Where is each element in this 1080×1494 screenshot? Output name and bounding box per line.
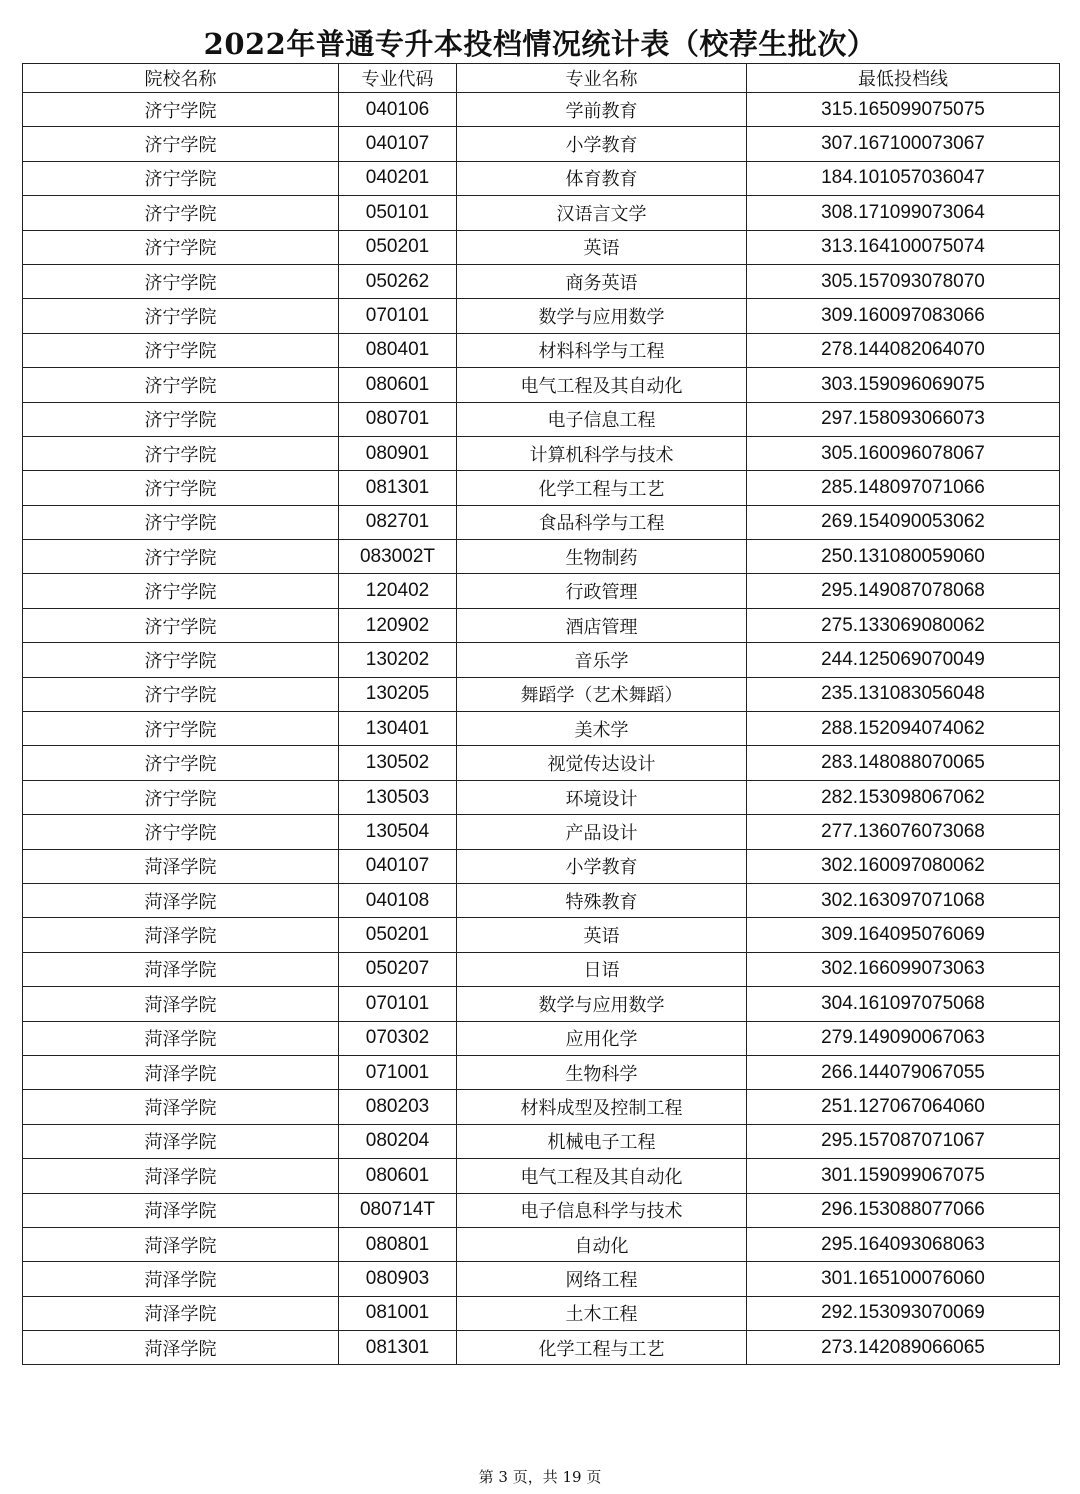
column-header-score: 最低投档线: [747, 64, 1060, 93]
cell-code: 080601: [339, 1159, 457, 1193]
cell-code: 081001: [339, 1296, 457, 1330]
cell-major: 电子信息工程: [457, 402, 747, 436]
table-row: [23, 574, 1060, 608]
cell-major: 材料科学与工程: [457, 333, 747, 367]
cell-score: 282.153098067062: [747, 780, 1060, 814]
table-header-row: [23, 64, 1060, 93]
table-row: [23, 471, 1060, 505]
cell-score: 250.131080059060: [747, 540, 1060, 574]
cell-school: 菏泽学院: [23, 1124, 339, 1158]
cell-major: 生物科学: [457, 1055, 747, 1089]
cell-major: 视觉传达设计: [457, 746, 747, 780]
cell-code: 080714T: [339, 1193, 457, 1227]
column-header-major: 专业名称: [457, 64, 747, 93]
cell-major: 电气工程及其自动化: [457, 1159, 747, 1193]
cell-school: 菏泽学院: [23, 987, 339, 1021]
cell-school: 菏泽学院: [23, 1331, 339, 1365]
cell-school: 济宁学院: [23, 540, 339, 574]
cell-code: 081301: [339, 471, 457, 505]
cell-code: 070101: [339, 299, 457, 333]
table-row: [23, 643, 1060, 677]
cell-code: 080204: [339, 1124, 457, 1158]
table-row: [23, 93, 1060, 127]
score-table: [22, 63, 1060, 1365]
cell-code: 050201: [339, 230, 457, 264]
table-row: [23, 540, 1060, 574]
cell-school: 济宁学院: [23, 264, 339, 298]
cell-major: 音乐学: [457, 643, 747, 677]
cell-score: 279.149090067063: [747, 1021, 1060, 1055]
page-title: 2022年普通专升本投档情况统计表（校荐生批次）: [203, 27, 877, 61]
cell-score: 302.160097080062: [747, 849, 1060, 883]
cell-code: 040107: [339, 127, 457, 161]
cell-score: 305.157093078070: [747, 264, 1060, 298]
cell-major: 环境设计: [457, 780, 747, 814]
cell-school: 济宁学院: [23, 196, 339, 230]
cell-major: 英语: [457, 230, 747, 264]
table-row: [23, 299, 1060, 333]
cell-major: 食品科学与工程: [457, 505, 747, 539]
table-row: [23, 1124, 1060, 1158]
cell-school: 济宁学院: [23, 471, 339, 505]
cell-school: 济宁学院: [23, 368, 339, 402]
cell-school: 菏泽学院: [23, 1296, 339, 1330]
cell-major: 化学工程与工艺: [457, 1331, 747, 1365]
cell-school: 济宁学院: [23, 574, 339, 608]
cell-code: 070302: [339, 1021, 457, 1055]
column-header-school: 院校名称: [23, 64, 339, 93]
table-row: [23, 1090, 1060, 1124]
cell-score: 295.157087071067: [747, 1124, 1060, 1158]
cell-major: 电子信息科学与技术: [457, 1193, 747, 1227]
table-row: [23, 230, 1060, 264]
cell-code: 130401: [339, 712, 457, 746]
cell-code: 050101: [339, 196, 457, 230]
cell-code: 040201: [339, 161, 457, 195]
cell-code: 080401: [339, 333, 457, 367]
cell-major: 数学与应用数学: [457, 987, 747, 1021]
cell-score: 266.144079067055: [747, 1055, 1060, 1089]
cell-major: 应用化学: [457, 1021, 747, 1055]
cell-score: 313.164100075074: [747, 230, 1060, 264]
cell-score: 288.152094074062: [747, 712, 1060, 746]
cell-score: 283.148088070065: [747, 746, 1060, 780]
cell-school: 菏泽学院: [23, 1193, 339, 1227]
cell-score: 315.165099075075: [747, 93, 1060, 127]
cell-major: 商务英语: [457, 264, 747, 298]
cell-major: 特殊教育: [457, 883, 747, 917]
cell-major: 酒店管理: [457, 608, 747, 642]
table-row: [23, 1262, 1060, 1296]
cell-code: 130504: [339, 815, 457, 849]
cell-school: 济宁学院: [23, 712, 339, 746]
table-row: [23, 677, 1060, 711]
cell-code: 082701: [339, 505, 457, 539]
cell-score: 275.133069080062: [747, 608, 1060, 642]
cell-code: 120902: [339, 608, 457, 642]
table-row: [23, 1331, 1060, 1365]
table-row: [23, 746, 1060, 780]
cell-major: 材料成型及控制工程: [457, 1090, 747, 1124]
cell-school: 菏泽学院: [23, 1055, 339, 1089]
cell-code: 040107: [339, 849, 457, 883]
cell-code: 080701: [339, 402, 457, 436]
cell-code: 080801: [339, 1227, 457, 1261]
table-row: [23, 1227, 1060, 1261]
cell-school: 济宁学院: [23, 677, 339, 711]
cell-score: 244.125069070049: [747, 643, 1060, 677]
cell-major: 体育教育: [457, 161, 747, 195]
cell-score: 296.153088077066: [747, 1193, 1060, 1227]
cell-major: 学前教育: [457, 93, 747, 127]
cell-major: 数学与应用数学: [457, 299, 747, 333]
table-row: [23, 1193, 1060, 1227]
cell-school: 菏泽学院: [23, 918, 339, 952]
cell-major: 汉语言文学: [457, 196, 747, 230]
cell-score: 277.136076073068: [747, 815, 1060, 849]
cell-school: 菏泽学院: [23, 1262, 339, 1296]
cell-score: 292.153093070069: [747, 1296, 1060, 1330]
column-header-code: 专业代码: [339, 64, 457, 93]
cell-major: 计算机科学与技术: [457, 436, 747, 470]
table-row: [23, 264, 1060, 298]
cell-code: 081301: [339, 1331, 457, 1365]
cell-score: 303.159096069075: [747, 368, 1060, 402]
cell-major: 自动化: [457, 1227, 747, 1261]
cell-school: 菏泽学院: [23, 952, 339, 986]
cell-score: 235.131083056048: [747, 677, 1060, 711]
cell-school: 济宁学院: [23, 230, 339, 264]
cell-school: 济宁学院: [23, 436, 339, 470]
cell-major: 行政管理: [457, 574, 747, 608]
cell-major: 土木工程: [457, 1296, 747, 1330]
cell-score: 304.161097075068: [747, 987, 1060, 1021]
cell-school: 菏泽学院: [23, 1227, 339, 1261]
cell-school: 济宁学院: [23, 505, 339, 539]
cell-code: 040108: [339, 883, 457, 917]
cell-school: 济宁学院: [23, 815, 339, 849]
page-footer: 第 3 页，共 19 页: [478, 1468, 602, 1486]
table-row: [23, 402, 1060, 436]
table-row: [23, 815, 1060, 849]
table-row: [23, 1021, 1060, 1055]
cell-major: 英语: [457, 918, 747, 952]
cell-code: 050201: [339, 918, 457, 952]
table-row: [23, 196, 1060, 230]
cell-code: 080903: [339, 1262, 457, 1296]
cell-major: 小学教育: [457, 849, 747, 883]
cell-code: 050207: [339, 952, 457, 986]
cell-score: 251.127067064060: [747, 1090, 1060, 1124]
cell-school: 菏泽学院: [23, 883, 339, 917]
table-row: [23, 505, 1060, 539]
table-row: [23, 918, 1060, 952]
table-row: [23, 161, 1060, 195]
cell-code: 080601: [339, 368, 457, 402]
cell-school: 济宁学院: [23, 333, 339, 367]
table-row: [23, 127, 1060, 161]
table-row: [23, 1055, 1060, 1089]
cell-score: 302.166099073063: [747, 952, 1060, 986]
table-body: [23, 93, 1060, 1365]
cell-score: 295.164093068063: [747, 1227, 1060, 1261]
cell-score: 273.142089066065: [747, 1331, 1060, 1365]
cell-score: 309.164095076069: [747, 918, 1060, 952]
cell-score: 308.171099073064: [747, 196, 1060, 230]
table-row: [23, 1159, 1060, 1193]
cell-school: 济宁学院: [23, 643, 339, 677]
cell-code: 080203: [339, 1090, 457, 1124]
cell-school: 菏泽学院: [23, 1021, 339, 1055]
cell-score: 278.144082064070: [747, 333, 1060, 367]
table-row: [23, 780, 1060, 814]
table-row: [23, 987, 1060, 1021]
cell-school: 菏泽学院: [23, 1159, 339, 1193]
cell-code: 070101: [339, 987, 457, 1021]
cell-score: 301.165100076060: [747, 1262, 1060, 1296]
cell-school: 济宁学院: [23, 93, 339, 127]
cell-score: 269.154090053062: [747, 505, 1060, 539]
cell-score: 307.167100073067: [747, 127, 1060, 161]
cell-school: 菏泽学院: [23, 849, 339, 883]
cell-major: 网络工程: [457, 1262, 747, 1296]
cell-code: 130503: [339, 780, 457, 814]
cell-school: 济宁学院: [23, 746, 339, 780]
table-row: [23, 952, 1060, 986]
table-row: [23, 849, 1060, 883]
cell-school: 济宁学院: [23, 402, 339, 436]
table-row: [23, 712, 1060, 746]
cell-score: 305.160096078067: [747, 436, 1060, 470]
cell-code: 071001: [339, 1055, 457, 1089]
table-row: [23, 608, 1060, 642]
cell-major: 舞蹈学（艺术舞蹈）: [457, 677, 747, 711]
cell-school: 济宁学院: [23, 780, 339, 814]
cell-score: 309.160097083066: [747, 299, 1060, 333]
cell-score: 302.163097071068: [747, 883, 1060, 917]
cell-code: 040106: [339, 93, 457, 127]
table-row: [23, 436, 1060, 470]
cell-code: 130202: [339, 643, 457, 677]
cell-major: 化学工程与工艺: [457, 471, 747, 505]
cell-major: 机械电子工程: [457, 1124, 747, 1158]
cell-school: 菏泽学院: [23, 1090, 339, 1124]
cell-score: 285.148097071066: [747, 471, 1060, 505]
cell-score: 184.101057036047: [747, 161, 1060, 195]
table-row: [23, 333, 1060, 367]
cell-code: 130502: [339, 746, 457, 780]
cell-major: 日语: [457, 952, 747, 986]
cell-score: 301.159099067075: [747, 1159, 1060, 1193]
table-row: [23, 883, 1060, 917]
cell-code: 130205: [339, 677, 457, 711]
cell-code: 083002T: [339, 540, 457, 574]
cell-school: 济宁学院: [23, 299, 339, 333]
cell-major: 电气工程及其自动化: [457, 368, 747, 402]
cell-code: 050262: [339, 264, 457, 298]
cell-school: 济宁学院: [23, 161, 339, 195]
cell-score: 297.158093066073: [747, 402, 1060, 436]
cell-major: 美术学: [457, 712, 747, 746]
cell-school: 济宁学院: [23, 127, 339, 161]
cell-major: 小学教育: [457, 127, 747, 161]
cell-major: 产品设计: [457, 815, 747, 849]
cell-major: 生物制药: [457, 540, 747, 574]
cell-code: 120402: [339, 574, 457, 608]
cell-code: 080901: [339, 436, 457, 470]
table-row: [23, 368, 1060, 402]
cell-school: 济宁学院: [23, 608, 339, 642]
cell-score: 295.149087078068: [747, 574, 1060, 608]
table-row: [23, 1296, 1060, 1330]
